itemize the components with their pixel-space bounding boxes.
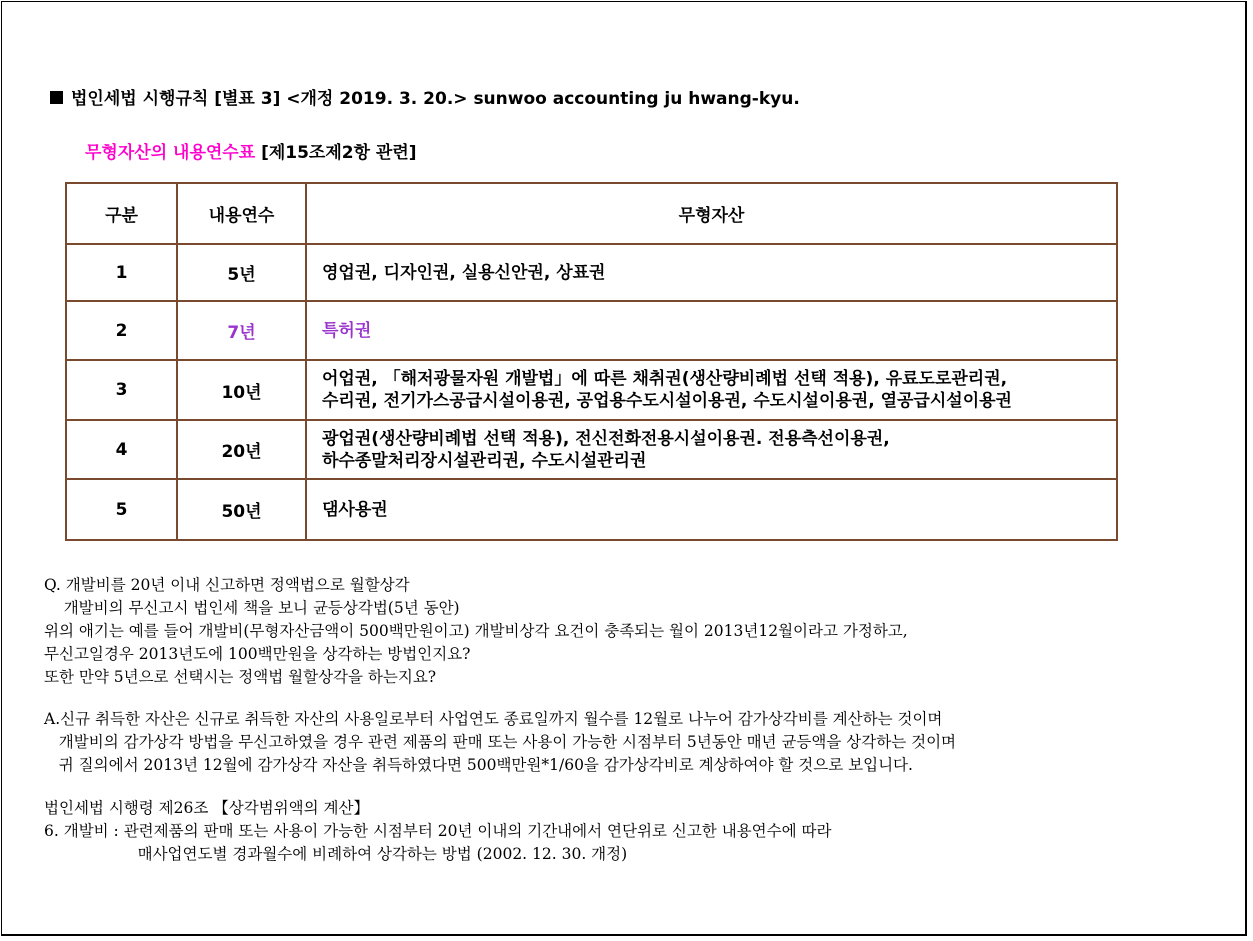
table-row (66, 479, 1117, 540)
table-row (66, 244, 1117, 301)
row-number: 1 (66, 244, 177, 301)
law-line: 법인세법 시행령 제26조 【상각범위액의 계산】 (44, 799, 369, 817)
header-category: 구분 (66, 183, 177, 244)
asset-line: 하수종말처리장시설관리권, 수도시설관리권 (322, 450, 647, 471)
question-block (44, 574, 908, 689)
row-number: 2 (66, 301, 177, 360)
row-years: 10년 (177, 360, 306, 420)
table-title-main: 무형자산의 내용연수표 (85, 143, 256, 163)
question-line: 또한 만약 5년으로 선택시는 정액법 월할상각을 하는지요? (44, 668, 437, 686)
document-heading (50, 84, 800, 109)
row-assets (306, 420, 1117, 479)
answer-line: 개발비의 감가상각 방법을 무신고하였을 경우 관련 제품의 판매 또는 사용이 가능한 시점부터 5년동안 매년 균등액을 상각하는 것이며 (44, 733, 957, 751)
row-number: 3 (66, 360, 177, 420)
useful-life-table (65, 182, 1118, 541)
asset-line: 특허권 (322, 320, 372, 341)
row-assets (306, 301, 1117, 360)
table-row (66, 420, 1117, 479)
header-intangible-assets: 무형자산 (306, 183, 1117, 244)
row-years: 20년 (177, 420, 306, 479)
answer-line: A.신규 취득한 자산은 신규로 취득한 자산의 사용일로부터 사업연도 종료일까지 월수를 12월로 나누어 감가상각비를 계산하는 것이며 (44, 710, 943, 728)
heading-text: 법인세법 시행규칙 [별표 3] <개정 2019. 3. 20.> sunwoo accounting ju hwang-kyu. (71, 89, 800, 109)
row-years: 50년 (177, 479, 306, 540)
table-row-highlighted (66, 301, 1117, 360)
question-line: 무신고일경우 2013년도에 100백만원을 상각하는 방법인지요? (44, 645, 471, 663)
row-number: 4 (66, 420, 177, 479)
law-line: 6. 개발비 : 관련제품의 판매 또는 사용이 가능한 시점부터 20년 이내의 기간내에서 연단위로 신고한 내용연수에 따라 (44, 822, 832, 840)
asset-line: 영업권, 디자인권, 실용신안권, 상표권 (322, 262, 606, 283)
row-years: 7년 (177, 301, 306, 360)
row-assets (306, 244, 1117, 301)
header-useful-life: 내용연수 (177, 183, 306, 244)
row-years: 5년 (177, 244, 306, 301)
row-assets (306, 479, 1117, 540)
asset-line: 댐사용권 (322, 499, 388, 520)
question-line: Q. 개발비를 20년 이내 신고하면 정액법으로 월할상각 (44, 576, 410, 594)
law-reference-block (44, 797, 831, 866)
table-title (85, 138, 417, 163)
law-line: 매사업연도별 경과월수에 비례하여 상각하는 방법 (2002. 12. 30. 개정) (44, 845, 628, 863)
table-row (66, 360, 1117, 420)
asset-line: 수리권, 전기가스공급시설이용권, 공업용수도시설이용권, 수도시설이용권, 열공급시설이용권 (322, 391, 1012, 411)
square-bullet-icon (50, 91, 63, 104)
row-number: 5 (66, 479, 177, 540)
question-line: 위의 애기는 예를 들어 개발비(무형자산금액이 500백만원이고) 개발비상각 요건이 충족되는 월이 2013년12월이라고 가정하고, (44, 622, 908, 640)
answer-block (44, 708, 956, 777)
row-assets (306, 360, 1117, 420)
asset-line: 광업권(생산량비례법 선택 적용), 전신전화전용시설이용권. 전용측선이용권, (322, 428, 890, 449)
question-line: 개발비의 무신고시 법인세 책을 보니 균등상각법(5년 동안) (44, 599, 460, 617)
table-title-ref: [제15조제2항 관련] (261, 143, 417, 163)
table-header-row (66, 183, 1117, 244)
asset-line: 어업권, 「해저광물자원 개발법」에 따른 채취권(생산량비례법 선택 적용), 유료도로관리권, (322, 369, 1008, 389)
answer-line: 귀 질의에서 2013년 12월에 감가상각 자산을 취득하였다면 500백만원*1/60을 감가상각비로 계상하여야 할 것으로 보입니다. (44, 756, 913, 774)
